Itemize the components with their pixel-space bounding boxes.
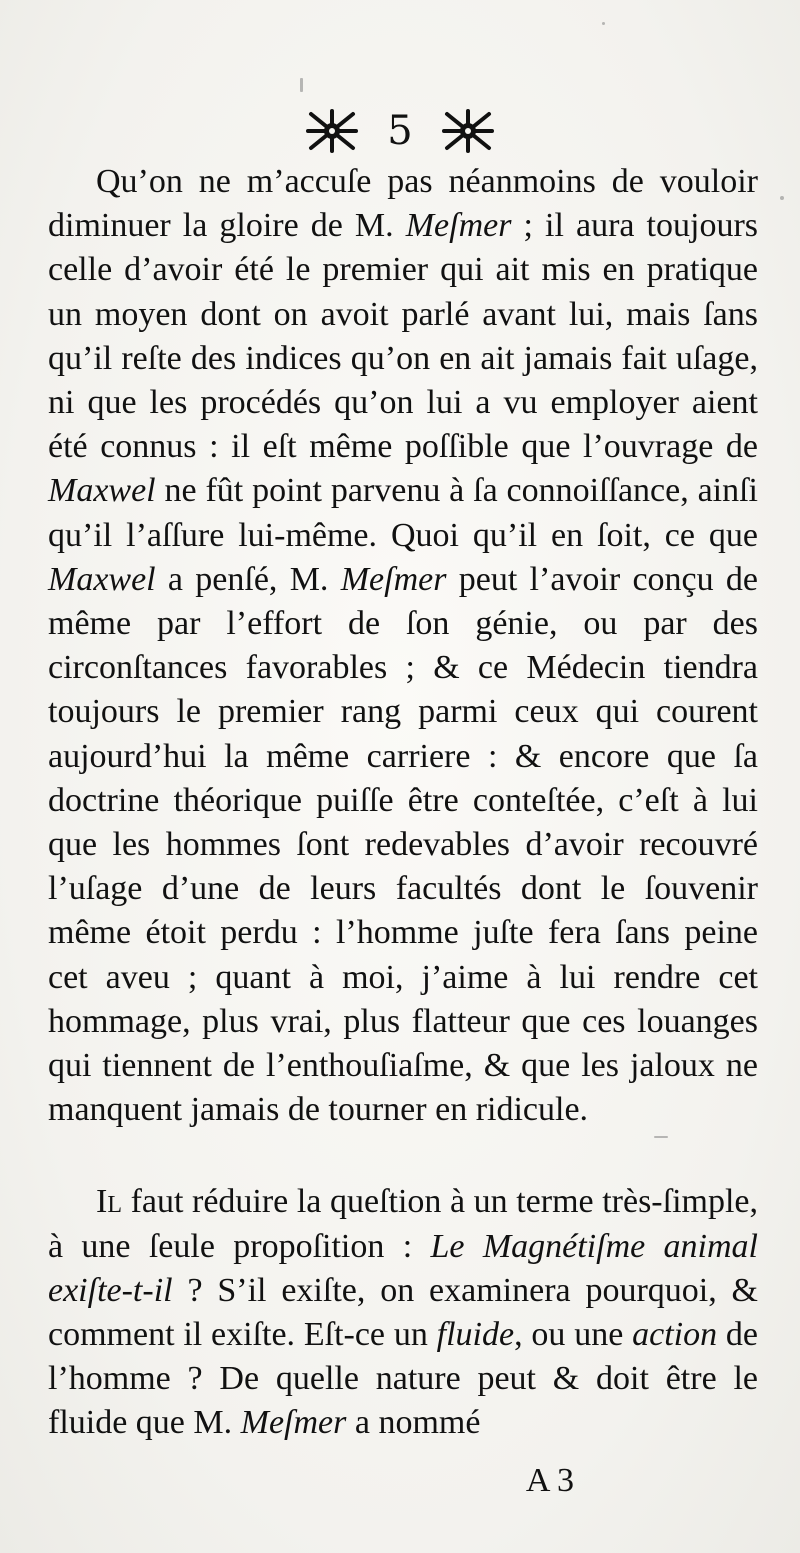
paper-mark (780, 196, 784, 200)
signature-mark: A 3 (525, 1462, 574, 1499)
text-run: a penſé, M. (155, 560, 341, 598)
text-run: peut l’avoir conçu de même par l’effort de ſon génie, ou par des circonſtances favorables ; & ce Médecin tiendra toujours le premier rang parmi ceux qui courent aujourd’hui la même carriere : & encore que ſa doctrine théorique puiſſe être conteſtée, c’eſt à lui que les hommes ſont redevables d’avoir recouvré l’uſage d’une de leurs facultés dont le ſouvenir même étoit perdu : l’homme juſte fera ſans peine cet aveu ; quant à moi, j’aime à lui rendre cet hommage, plus vrai, plus flatteur que ces louanges qui tiennent de l’enthouſiaſme, & que les jaloux ne manquent jamais de tourner en ridicule. (48, 560, 758, 1129)
text-run: ne fût point parvenu à ſa connoiſſance, ainſi qu’il l’aſſure lui-même. Quoi qu’il en ſoit, ce que (48, 472, 758, 554)
italic-word: fluide (436, 1316, 515, 1354)
italic-name: Maxwel (48, 560, 156, 598)
small-caps-opening: Il (96, 1183, 122, 1221)
text-run: a nommé (346, 1404, 481, 1442)
page-header (0, 98, 800, 161)
italic-name: Maxwel (48, 472, 156, 510)
page-number: 5 (387, 108, 413, 154)
ornament-icon (305, 108, 359, 154)
paper-mark (300, 78, 303, 92)
paper-mark (602, 22, 605, 25)
body-text (48, 160, 758, 1446)
text-run: Qu’on ne m’accuſe pas néanmoins de vouloir diminuer la gloire de M. (48, 163, 758, 245)
text-run: ; il aura toujours celle d’avoir été le premier qui ait mis en pratique un moyen dont on avoit parlé avant lui, mais ſans qu’il reſte des indices qu’on en ait jamais fait uſage, ni que les procédés qu’on lui a vu employer aient été connus : il eſt même poſſible que l’ouvrage de (48, 207, 758, 466)
italic-name: Meſmer (405, 207, 512, 245)
italic-word: action (632, 1316, 718, 1354)
italic-phrase: Le Magnétiſme animal exiſte-t-il (48, 1227, 758, 1309)
text-run: de l’homme ? De quelle nature peut & doit être le fluide que M. (48, 1316, 759, 1442)
text-run: faut réduire la queſtion à un terme très-ſimple, à une ſeule propoſition : (48, 1183, 758, 1265)
text-run: ? S’il exiſte, on examinera pourquoi, & comment il exiſte. Eſt-ce un (48, 1271, 758, 1354)
italic-name: Meſmer (240, 1404, 347, 1442)
ornament-icon (441, 108, 495, 154)
italic-name: Meſmer (340, 560, 447, 598)
text-run: , ou une (514, 1316, 633, 1354)
paragraph (48, 1180, 758, 1445)
paragraph (48, 160, 758, 1132)
